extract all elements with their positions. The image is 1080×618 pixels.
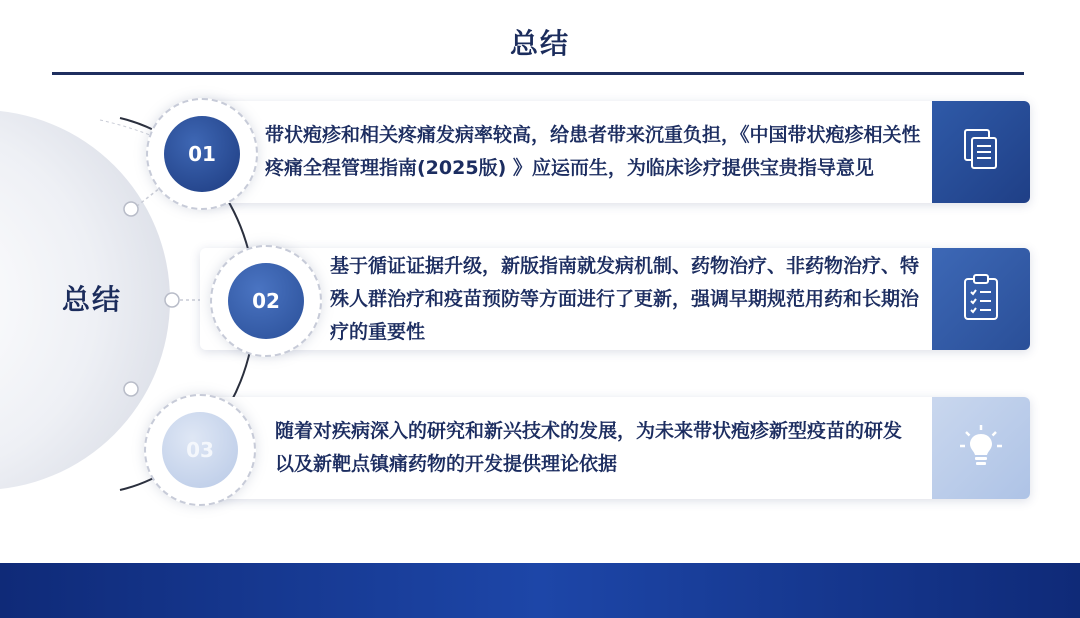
step-number-badge-1	[146, 98, 258, 210]
summary-item-3-icon-box	[932, 397, 1030, 499]
clipboard-checklist-icon	[961, 273, 1001, 325]
summary-item-3-text: 随着对疾病深入的研究和新兴技术的发展，为未来带状疱疹新型疫苗的研发以及新靶点镇痛药物的开发提供理论依据	[275, 420, 903, 475]
summary-item-1-text: 带状疱疹和相关疼痛发病率较高，给患者带来沉重负担，《中国带状疱疹相关性疼痛全程管理指南(2025版) 》应运而生，为临床诊疗提供宝贵指导意见	[265, 124, 921, 179]
footer-band	[0, 563, 1080, 618]
document-copy-icon	[961, 128, 1001, 176]
step-number-badge-3	[144, 394, 256, 506]
lightbulb-icon	[958, 423, 1004, 473]
step-number-2: 02	[228, 263, 304, 339]
summary-item-3	[200, 397, 1030, 499]
step-number-badge-2	[210, 245, 322, 357]
summary-item-1	[200, 101, 1030, 203]
summary-item-2-icon-box	[932, 248, 1030, 350]
summary-item-2	[200, 248, 1030, 350]
connector-dot-3	[124, 382, 138, 396]
connector-dot-2	[165, 293, 179, 307]
step-number-1: 01	[164, 116, 240, 192]
side-circle-label: 总结	[62, 283, 123, 316]
summary-item-1-icon-box	[932, 101, 1030, 203]
step-number-3: 03	[162, 412, 238, 488]
connector-dot-1	[124, 202, 138, 216]
summary-item-2-text: 基于循证证据升级，新版指南就发病机制、药物治疗、非药物治疗、特殊人群治疗和疫苗预防等方面进行了更新，强调早期规范用药和长期治疗的重要性	[330, 254, 920, 343]
page-title: 总结	[509, 27, 570, 60]
